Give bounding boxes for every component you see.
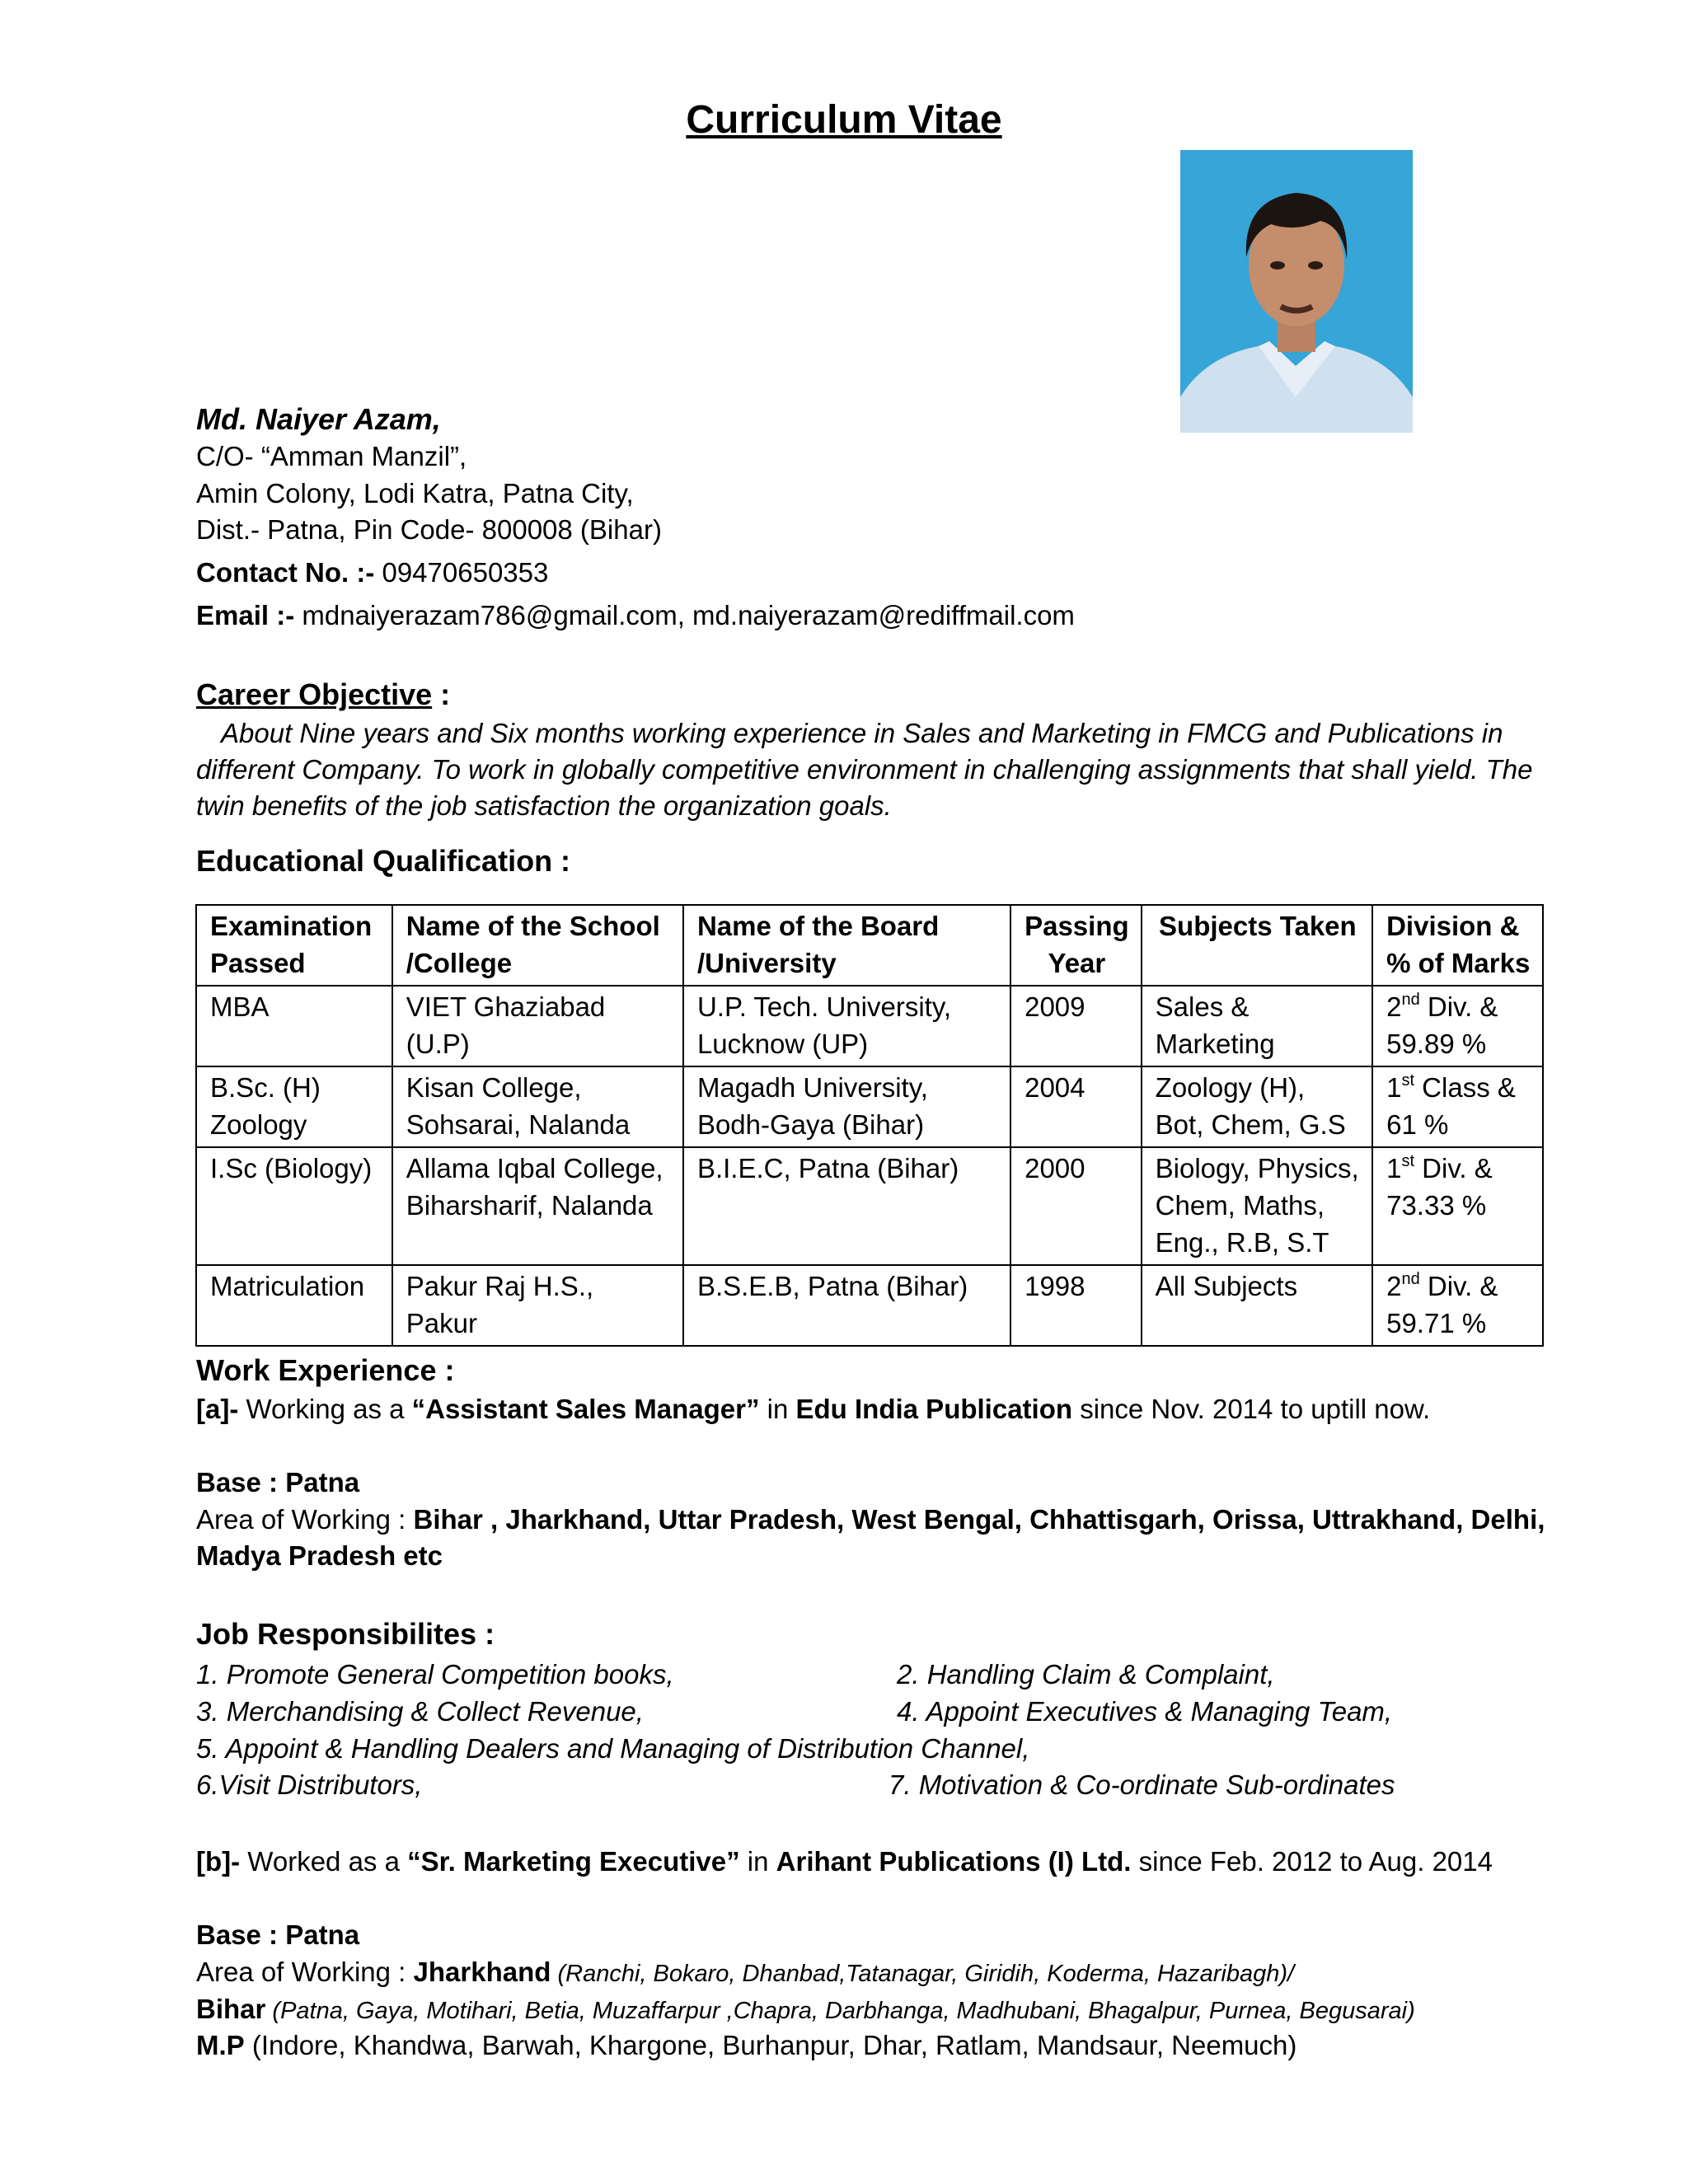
- job-a-line: [a]- Working as a “Assistant Sales Manager” in Edu India Publication since Nov. 2014 to uptill now.: [196, 1394, 1431, 1424]
- cell-year: 2009: [1010, 986, 1142, 1066]
- cell-exam: I.Sc (Biology): [196, 1147, 392, 1265]
- col-header-subjects: Subjects Taken: [1142, 905, 1372, 986]
- job-a-area-line-2: Madya Pradesh etc: [196, 1540, 443, 1571]
- cell-year: 2004: [1010, 1066, 1142, 1147]
- email-label: Email :-: [196, 600, 295, 630]
- job-b-line: [b]- Worked as a “Sr. Marketing Executive” in Arihant Publications (I) Ltd. since Feb. 2012 to Aug. 2014: [196, 1846, 1493, 1877]
- job-b-base: Base : Patna: [196, 1919, 360, 1950]
- table-row: [196, 1066, 1543, 1147]
- cell-exam: B.Sc. (H) Zoology: [196, 1066, 392, 1147]
- cell-division: 1st Class & 61 %: [1372, 1066, 1543, 1147]
- cell-subjects: Sales & Marketing: [1142, 986, 1372, 1066]
- responsibility-item: 5. Appoint & Handling Dealers and Managing of Distribution Channel,: [196, 1733, 1030, 1764]
- email-value: mdnaiyerazam786@gmail.com, md.naiyerazam@rediffmail.com: [294, 600, 1075, 630]
- cell-division: 1st Div. & 73.33 %: [1372, 1147, 1543, 1265]
- cell-board: U.P. Tech. University, Lucknow (UP): [683, 986, 1010, 1066]
- contact-value: 09470650353: [374, 557, 549, 588]
- cell-school: VIET Ghaziabad (U.P): [392, 986, 683, 1066]
- cell-year: 1998: [1010, 1265, 1142, 1346]
- contact-number: [196, 557, 548, 588]
- career-objective-heading: Career Objective :: [196, 677, 451, 711]
- table-row: [196, 986, 1543, 1066]
- address-line-1: C/O- “Amman Manzil”,: [196, 441, 467, 471]
- job-responsibilities-heading: Job Responsibilites :: [196, 1617, 495, 1651]
- cell-board: B.I.E.C, Patna (Bihar): [683, 1147, 1010, 1265]
- responsibility-item: 3. Merchandising & Collect Revenue,: [196, 1696, 644, 1727]
- col-header-year: Passing Year: [1010, 905, 1142, 986]
- cell-division: 2nd Div. & 59.71 %: [1372, 1265, 1543, 1346]
- table-row: [196, 1147, 1543, 1265]
- work-experience-heading: Work Experience :: [196, 1353, 455, 1387]
- responsibility-item: 6.Visit Distributors,: [196, 1769, 423, 1800]
- education-heading: Educational Qualification :: [196, 844, 571, 878]
- cell-board: Magadh University, Bodh-Gaya (Bihar): [683, 1066, 1010, 1147]
- cell-exam: MBA: [196, 986, 392, 1066]
- job-a-area-line-1: Area of Working : Bihar , Jharkhand, Uttar Pradesh, West Bengal, Chhattisgarh, Orissa, Uttrakhand, Delhi,: [196, 1504, 1545, 1535]
- cell-board: B.S.E.B, Patna (Bihar): [683, 1265, 1010, 1346]
- document-title: Curriculum Vitae: [686, 98, 1002, 142]
- cell-school: Kisan College, Sohsarai, Nalanda: [392, 1066, 683, 1147]
- responsibility-item: 7. Motivation & Co-ordinate Sub-ordinates: [889, 1769, 1395, 1800]
- cell-division: 2nd Div. & 59.89 %: [1372, 986, 1543, 1066]
- responsibility-item: 2. Handling Claim & Complaint,: [897, 1659, 1275, 1690]
- cell-subjects: Biology, Physics, Chem, Maths, Eng., R.B, S.T: [1142, 1147, 1372, 1265]
- table-row: [196, 1265, 1543, 1346]
- cell-exam: Matriculation: [196, 1265, 392, 1346]
- job-b-area-line-1: Area of Working : Jharkhand (Ranchi, Bokaro, Dhanbad,Tatanagar, Giridih, Koderma, Hazaribagh)/: [196, 1957, 1295, 1987]
- table-header-row: [196, 905, 1543, 986]
- col-header-division: Division & % of Marks: [1372, 905, 1543, 986]
- col-header-exam: Examination Passed: [196, 905, 392, 986]
- contact-label: Contact No. :-: [196, 557, 375, 588]
- address-line-2: Amin Colony, Lodi Katra, Patna City,: [196, 478, 634, 509]
- job-b-area-line-3: M.P (Indore, Khandwa, Barwah, Khargone, Burhanpur, Dhar, Ratlam, Mandsaur, Neemuch): [196, 2030, 1297, 2060]
- cell-subjects: Zoology (H), Bot, Chem, G.S: [1142, 1066, 1372, 1147]
- responsibility-item: 4. Appoint Executives & Managing Team,: [897, 1696, 1393, 1727]
- candidate-name: Md. Naiyer Azam,: [196, 402, 441, 436]
- cell-year: 2000: [1010, 1147, 1142, 1265]
- responsibility-item: 1. Promote General Competition books,: [196, 1659, 674, 1690]
- col-header-school: Name of the School /College: [392, 905, 683, 986]
- job-b-area-line-2: Bihar (Patna, Gaya, Motihari, Betia, Muzaffarpur ,Chapra, Darbhanga, Madhubani, Bhagalpur, Purnea, Begusarai): [196, 1994, 1415, 2024]
- cell-school: Allama Iqbal College, Biharsharif, Nalanda: [392, 1147, 683, 1265]
- email: [196, 600, 1075, 631]
- career-objective-text: About Nine years and Six months working experience in Sales and Marketing in FMCG and Publications in different Company. To work in globally competitive environment in challenging assignments that shall yield. The twin benefits of the job satisfaction the organization goals.: [196, 718, 1533, 821]
- job-a-base: Base : Patna: [196, 1467, 360, 1497]
- education-table: [195, 904, 1544, 1347]
- cell-school: Pakur Raj H.S., Pakur: [392, 1265, 683, 1346]
- col-header-board: Name of the Board /University: [683, 905, 1010, 986]
- address-line-3: Dist.- Patna, Pin Code- 800008 (Bihar): [196, 514, 662, 545]
- cell-subjects: All Subjects: [1142, 1265, 1372, 1346]
- profile-photo: [1180, 150, 1413, 433]
